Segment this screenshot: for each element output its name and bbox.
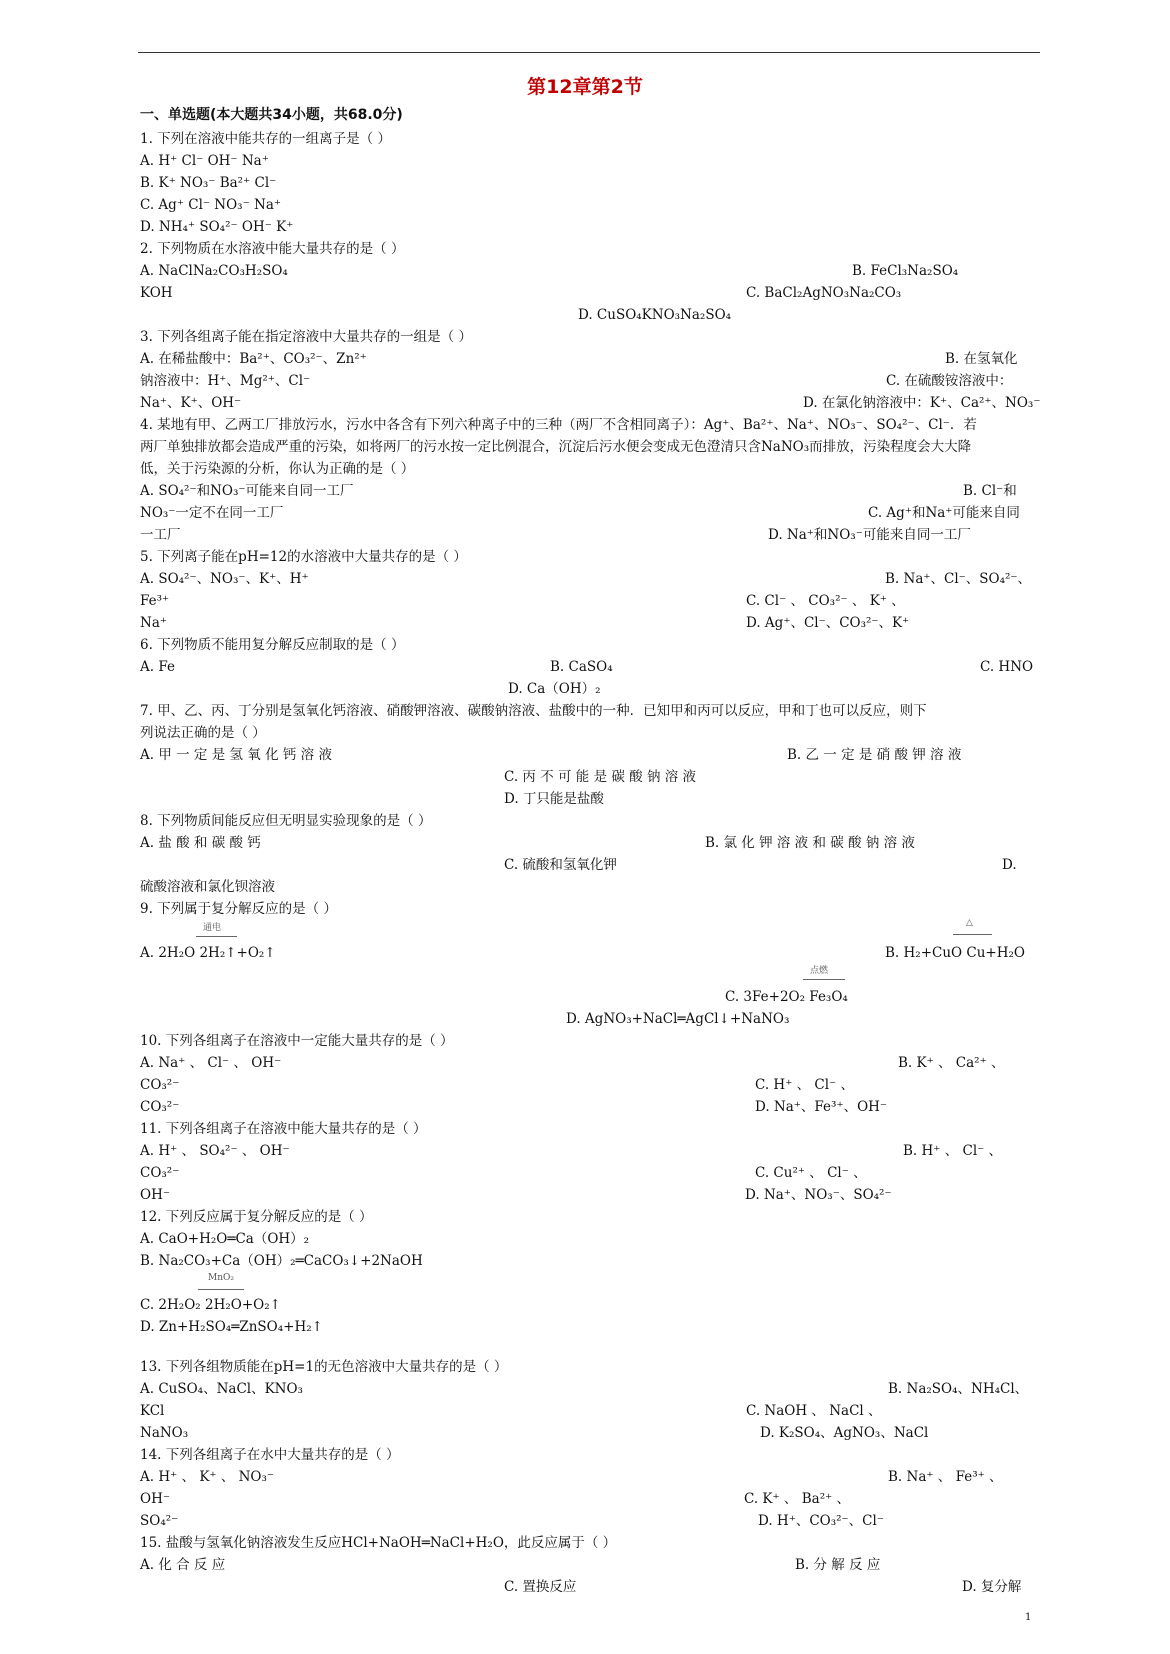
text-line: B. H₂+CuO Cu+H₂O xyxy=(885,945,1025,961)
text-line: 两厂单独排放都会造成严重的污染，如将两厂的污水按一定比例混合，沉淀后污水便会变成无色澄清只含NaNO₃而排放，污染程度会大大降 xyxy=(140,439,972,455)
text-line: C. Ag⁺ Cl⁻ NO₃⁻ Na⁺ xyxy=(140,197,281,213)
text-line: A. SO₄²⁻和NO₃⁻可能来自同一工厂 xyxy=(140,483,354,499)
text-line: B. Cl⁻和 xyxy=(963,483,1017,499)
text-line: NaNO₃ xyxy=(140,1425,189,1441)
text-line: C. 3Fe+2O₂ Fe₃O₄ xyxy=(725,989,848,1005)
reaction-arrow-line xyxy=(196,936,237,937)
text-line: D. 丁只能是盐酸 xyxy=(504,791,604,807)
text-line: 6. 下列物质不能用复分解反应制取的是（ ） xyxy=(140,637,405,653)
text-line: A. H⁺ 、 SO₄²⁻ 、 OH⁻ xyxy=(140,1143,290,1159)
text-line: C. BaCl₂AgNO₃Na₂CO₃ xyxy=(746,285,902,301)
section-heading: 一、单选题(本大题共34小题，共68.0分) xyxy=(140,107,403,123)
text-line: D. Na⁺、Fe³⁺、OH⁻ xyxy=(755,1099,888,1115)
text-line: A. 在稀盐酸中：Ba²⁺、CO₃²⁻、Zn²⁺ xyxy=(140,351,367,367)
text-line: A. H⁺ 、 K⁺ 、 NO₃⁻ xyxy=(140,1469,275,1485)
text-line: CO₃²⁻ xyxy=(140,1077,180,1093)
text-line: D. Ag⁺、Cl⁻、CO₃²⁻、K⁺ xyxy=(746,615,910,631)
page-title: 第12章第2节 xyxy=(527,76,643,98)
text-line: D. H⁺、CO₃²⁻、Cl⁻ xyxy=(758,1513,884,1529)
text-line: D. xyxy=(1002,857,1017,873)
text-line: 4. 某地有甲、乙两工厂排放污水，污水中各含有下列六种离子中的三种（两厂不含相同离子）：Ag⁺、Ba²⁺、Na⁺、NO₃⁻、SO₄²⁻、Cl⁻．若 xyxy=(140,417,977,433)
text-line: KCl xyxy=(140,1403,165,1419)
text-line: C. NaOH 、 NaCl 、 xyxy=(746,1403,882,1419)
text-line: B. 乙 一 定 是 硝 酸 钾 溶 液 xyxy=(787,747,962,763)
text-line: D. Zn+H₂SO₄═ZnSO₄+H₂↑ xyxy=(140,1319,323,1335)
text-line: C. 在硫酸铵溶液中： xyxy=(886,373,1013,389)
text-line: 9. 下列属于复分解反应的是（ ） xyxy=(140,901,337,917)
text-line: C. Cu²⁺ 、 Cl⁻ 、 xyxy=(755,1165,867,1181)
page-number: 1 xyxy=(1025,1612,1032,1623)
text-line: A. CaO+H₂O═Ca（OH）₂ xyxy=(140,1231,310,1247)
text-line: 5. 下列离子能在pH=12的水溶液中大量共存的是（ ） xyxy=(140,549,467,565)
text-line: 低，关于污染源的分析，你认为正确的是（ ） xyxy=(140,461,415,477)
text-line: D. AgNO₃+NaCl═AgCl↓+NaNO₃ xyxy=(566,1011,790,1027)
text-line: Na⁺、K⁺、OH⁻ xyxy=(140,395,242,411)
reaction-condition-label: △ xyxy=(966,918,973,928)
text-line: D. Ca（OH）₂ xyxy=(508,681,601,697)
text-line: B. 分 解 反 应 xyxy=(795,1557,881,1573)
text-line: KOH xyxy=(140,285,173,301)
text-line: D. 在氯化钠溶液中：K⁺、Ca²⁺、NO₃⁻ xyxy=(803,395,1041,411)
text-line: B. 氯 化 钾 溶 液 和 碳 酸 钠 溶 液 xyxy=(705,835,915,851)
text-line: B. Na⁺ 、 Fe³⁺ 、 xyxy=(888,1469,1003,1485)
text-line: 14. 下列各组离子在水中大量共存的是（ ） xyxy=(140,1447,400,1463)
text-line: 15. 盐酸与氢氧化钠溶液发生反应HCl+NaOH═NaCl+H₂O，此反应属于（ ） xyxy=(140,1535,617,1551)
text-line: C. K⁺ 、 Ba²⁺ 、 xyxy=(744,1491,851,1507)
text-line: D. K₂SO₄、AgNO₃、NaCl xyxy=(760,1425,929,1441)
text-line: NO₃⁻一定不在同一工厂 xyxy=(140,505,284,521)
reaction-condition-label: 点燃 xyxy=(810,966,829,976)
text-line: A. H⁺ Cl⁻ OH⁻ Na⁺ xyxy=(140,153,269,169)
text-line: 7. 甲、乙、丙、丁分别是氢氧化钙溶液、硝酸钾溶液、碳酸钠溶液、盐酸中的一种．已知甲和丙可以反应，甲和丁也可以反应，则下 xyxy=(140,703,927,719)
text-line: Na⁺ xyxy=(140,615,167,631)
text-line: A. Fe xyxy=(140,659,175,675)
text-line: 硫酸溶液和氯化钡溶液 xyxy=(140,879,275,895)
text-line: CO₃²⁻ xyxy=(140,1099,180,1115)
text-line: B. Na⁺、Cl⁻、SO₄²⁻、 xyxy=(885,571,1032,587)
text-line: B. H⁺ 、 Cl⁻ 、 xyxy=(903,1143,1003,1159)
text-line: C. 置换反应 xyxy=(504,1579,577,1595)
text-line: C. HNO xyxy=(980,659,1034,675)
text-line: SO₄²⁻ xyxy=(140,1513,179,1529)
reaction-condition-label: 通电 xyxy=(203,923,222,933)
text-line: D. Na⁺、NO₃⁻、SO₄²⁻ xyxy=(745,1187,892,1203)
text-line: B. Na₂CO₃+Ca（OH）₂═CaCO₃↓+2NaOH xyxy=(140,1253,423,1269)
text-line: B. K⁺ 、 Ca²⁺ 、 xyxy=(898,1055,1005,1071)
reaction-arrow-line xyxy=(198,1289,244,1290)
text-line: 10. 下列各组离子在溶液中一定能大量共存的是（ ） xyxy=(140,1033,454,1049)
text-line: 8. 下列物质间能反应但无明显实验现象的是（ ） xyxy=(140,813,432,829)
reaction-arrow-line xyxy=(803,979,845,980)
header-rule xyxy=(138,52,1040,53)
text-line: D. 复分解 xyxy=(962,1579,1022,1595)
text-line: OH⁻ xyxy=(140,1187,170,1203)
text-line: C. Cl⁻ 、 CO₃²⁻ 、 K⁺ 、 xyxy=(746,593,905,609)
text-line: B. K⁺ NO₃⁻ Ba²⁺ Cl⁻ xyxy=(140,175,277,191)
text-line: OH⁻ xyxy=(140,1491,170,1507)
text-line: D. NH₄⁺ SO₄²⁻ OH⁻ K⁺ xyxy=(140,219,294,235)
text-line: D. CuSO₄KNO₃Na₂SO₄ xyxy=(578,307,732,323)
text-line: C. 丙 不 可 能 是 碳 酸 钠 溶 液 xyxy=(504,769,697,785)
text-line: 2. 下列物质在水溶液中能大量共存的是（ ） xyxy=(140,241,405,257)
text-line: A. NaClNa₂CO₃H₂SO₄ xyxy=(140,263,288,279)
text-line: C. Ag⁺和Na⁺可能来自同 xyxy=(868,505,1020,521)
text-line: D. Na⁺和NO₃⁻可能来自同一工厂 xyxy=(768,527,971,543)
text-line: 12. 下列反应属于复分解反应的是（ ） xyxy=(140,1209,373,1225)
reaction-condition-label: MnO₂ xyxy=(208,1273,234,1283)
text-line: 钠溶液中：H⁺、Mg²⁺、Cl⁻ xyxy=(140,373,311,389)
text-line: B. 在氢氧化 xyxy=(945,351,1018,367)
text-line: 一工厂 xyxy=(140,527,181,543)
text-line: 11. 下列各组离子在溶液中能大量共存的是（ ） xyxy=(140,1121,427,1137)
text-line: 列说法正确的是（ ） xyxy=(140,725,266,741)
text-line: CO₃²⁻ xyxy=(140,1165,180,1181)
text-line: C. 硫酸和氢氧化钾 xyxy=(504,857,617,873)
text-line: C. 2H₂O₂ 2H₂O+O₂↑ xyxy=(140,1297,281,1313)
text-line: A. 甲 一 定 是 氢 氧 化 钙 溶 液 xyxy=(140,747,332,763)
text-line: A. CuSO₄、NaCl、KNO₃ xyxy=(140,1381,303,1397)
text-line: A. 2H₂O 2H₂↑+O₂↑ xyxy=(140,945,276,961)
text-line: A. 化 合 反 应 xyxy=(140,1557,226,1573)
text-line: A. Na⁺ 、 Cl⁻ 、 OH⁻ xyxy=(140,1055,282,1071)
text-line: B. CaSO₄ xyxy=(550,659,613,675)
text-line: Fe³⁺ xyxy=(140,593,170,609)
text-line: A. 盐 酸 和 碳 酸 钙 xyxy=(140,835,261,851)
text-line: 1. 下列在溶液中能共存的一组离子是（ ） xyxy=(140,131,391,147)
text-line: C. H⁺ 、 Cl⁻ 、 xyxy=(755,1077,854,1093)
text-line: 13. 下列各组物质能在pH=1的无色溶液中大量共存的是（ ） xyxy=(140,1359,508,1375)
reaction-arrow-line xyxy=(953,934,992,935)
text-line: B. Na₂SO₄、NH₄Cl、 xyxy=(888,1381,1029,1397)
text-line: 3. 下列各组离子能在指定溶液中大量共存的一组是（ ） xyxy=(140,329,472,345)
text-line: A. SO₄²⁻、NO₃⁻、K⁺、H⁺ xyxy=(140,571,309,587)
text-line: B. FeCl₃Na₂SO₄ xyxy=(852,263,959,279)
